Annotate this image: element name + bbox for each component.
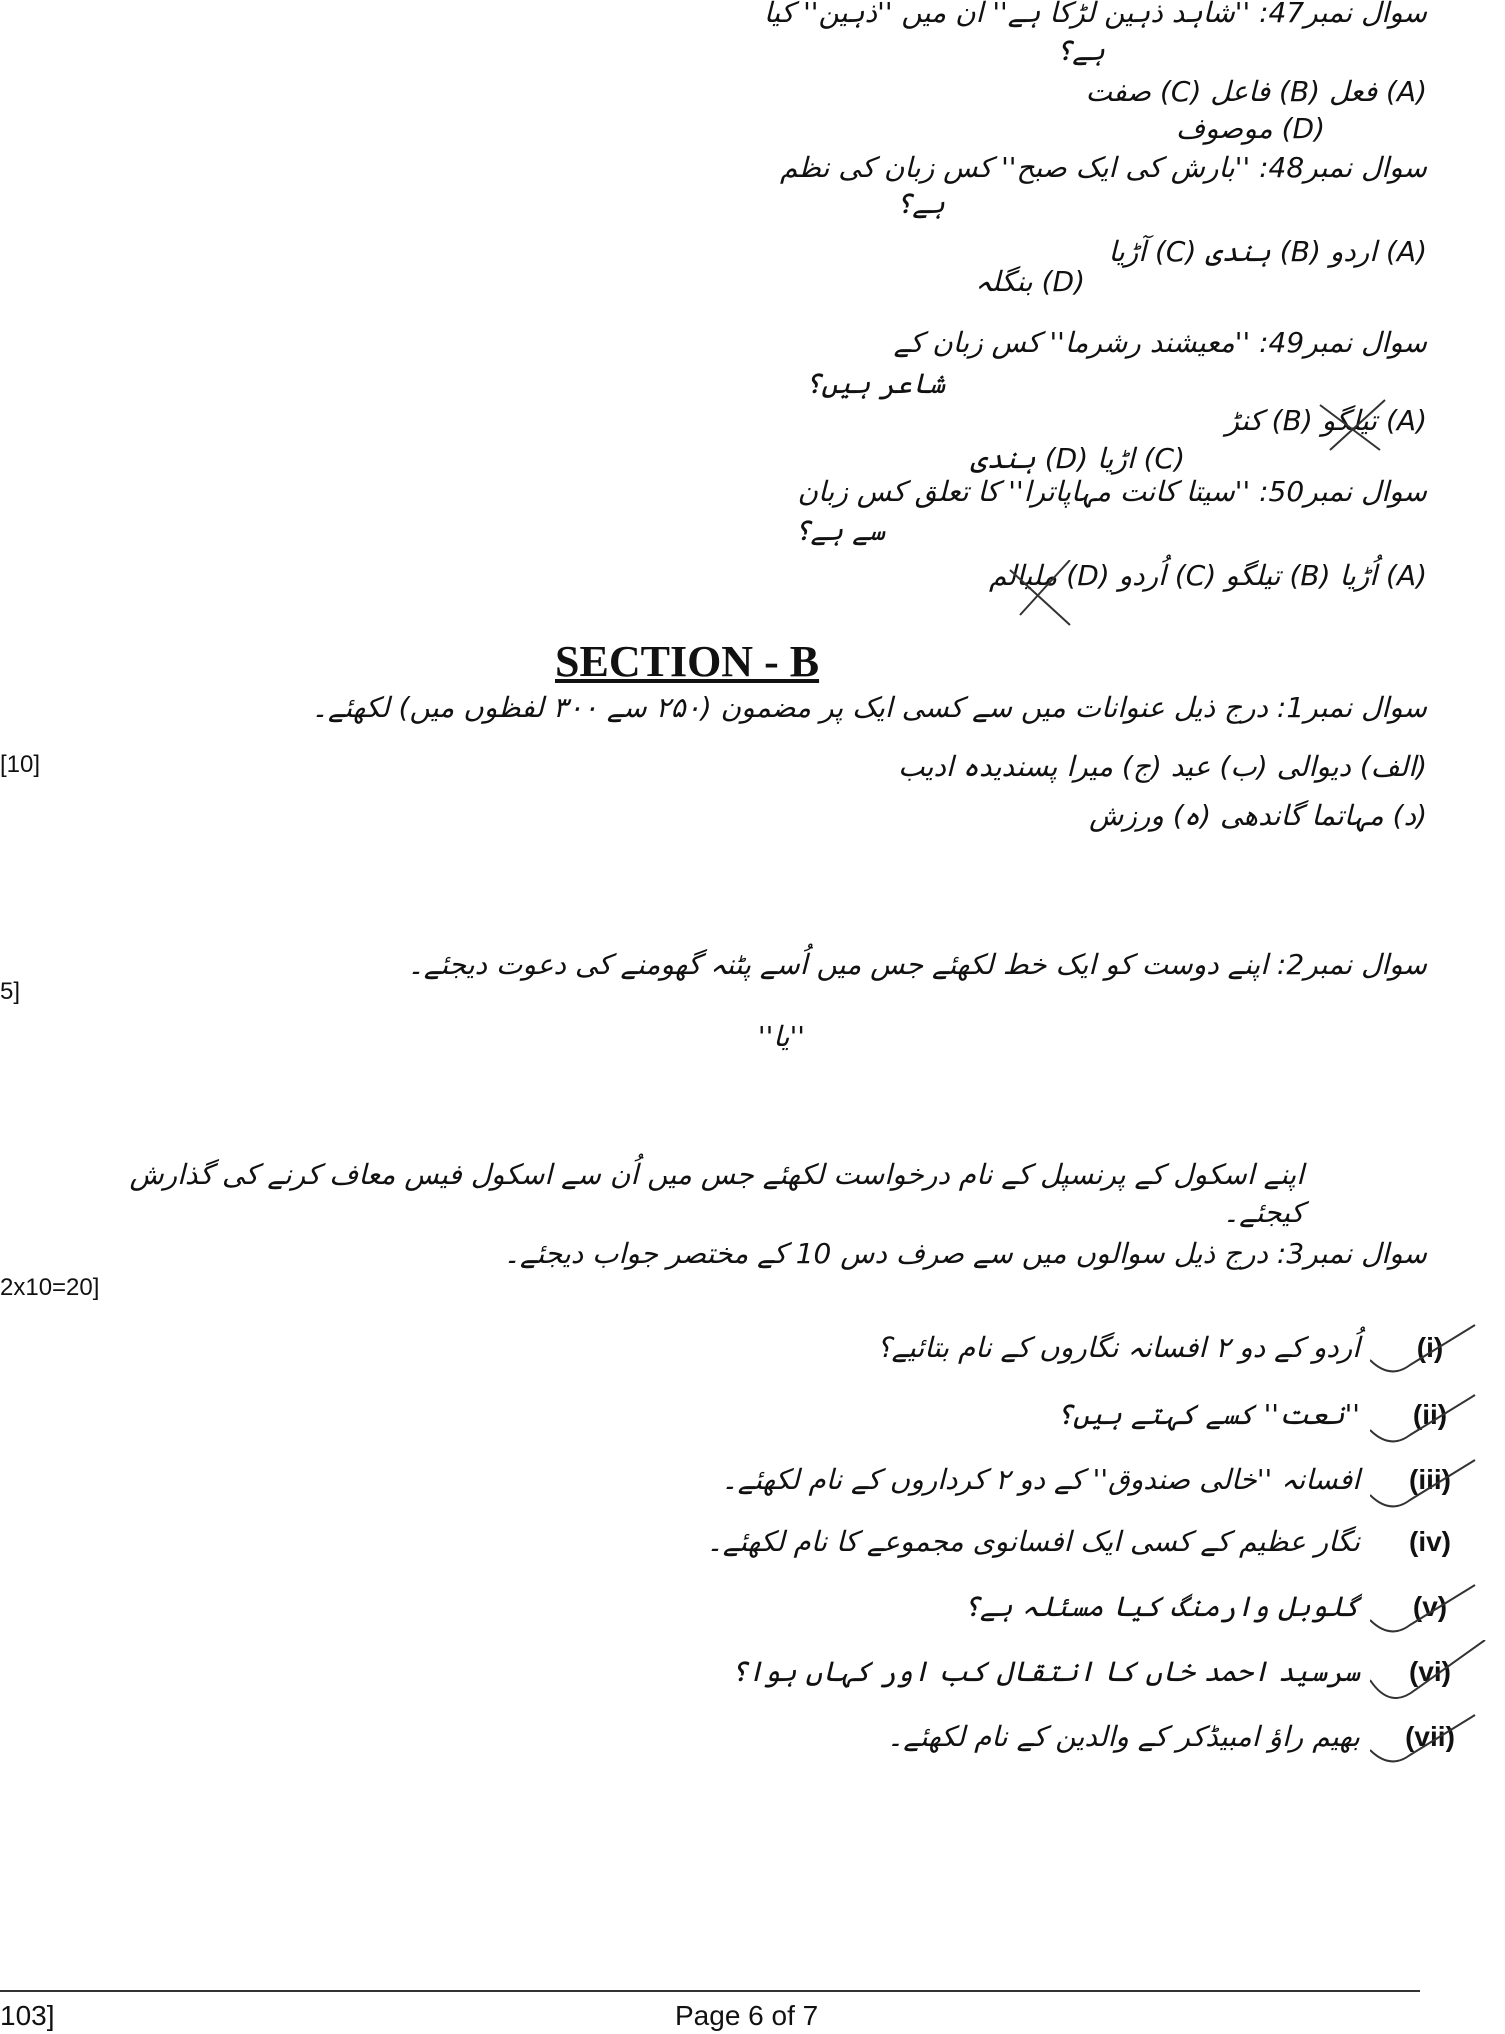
item-number: (vii)	[1405, 1721, 1455, 1752]
item-number: (ii)	[1412, 1399, 1448, 1430]
cross-mark-icon	[1000, 560, 1080, 630]
item-number: (v)	[1412, 1591, 1448, 1622]
q2-text: سوال نمبر2: اپنے دوست کو ایک خط لکھئے جس میں اُسے پٹنہ گھومنے کی دعوت دیجئے۔	[407, 948, 1427, 981]
q3-text: سوال نمبر3: درج ذیل سوالوں میں سے صرف دس 10 کے مختصر جواب دیجئے۔	[503, 1237, 1427, 1270]
item-text: گلوبل وارمنگ کیا مسئلہ ہے؟	[963, 1590, 1360, 1623]
q2-alternative-text: اپنے اسکول کے پرنسپل کے نام درخواست لکھئے جس میں اُن سے اسکول فیس معاف کرنے کی گذارش کیجئے۔	[129, 1158, 1304, 1229]
check-mark-icon	[1370, 1710, 1480, 1770]
q3-item	[90, 1461, 1460, 1499]
q2-marks: 5]	[0, 978, 21, 1005]
item-number: (iv)	[1408, 1526, 1451, 1557]
check-mark-icon	[1370, 1455, 1480, 1515]
page-number: Page 6 of 7	[675, 2000, 819, 2031]
q2-or: ''یا''	[757, 1020, 805, 1053]
item-number: (vi)	[1408, 1656, 1451, 1687]
item-number: (i)	[1416, 1332, 1444, 1363]
q49-options-line2: (C) اڑیا (D) ہندی	[970, 442, 1185, 475]
q47-options-line1: (A) فعل (B) فاعل (C) صفت	[1085, 75, 1427, 108]
check-mark-icon	[1370, 1640, 1490, 1710]
item-text: اُردو کے دو ۲ افسانہ نگاروں کے نام بتائیے؟	[876, 1331, 1360, 1364]
footer-divider	[0, 1990, 1420, 1992]
item-number: (iii)	[1409, 1464, 1451, 1495]
q50-text-line2: سے ہے؟	[794, 514, 885, 547]
item-text: سرسید احمد خاں کا انتقال کب اور کہاں ہوا؟	[730, 1655, 1360, 1688]
q50-options: (A) اُڑیا (B) تیلگو (C) اُردو (D) ملیالم	[988, 559, 1427, 592]
q3-item	[90, 1396, 1460, 1434]
q47-options-line2: (D) موصوف	[1175, 112, 1325, 145]
item-text: بھیم راؤ امبیڈکر کے والدین کے نام لکھئے۔	[887, 1720, 1360, 1753]
q3-item	[90, 1523, 1460, 1561]
q3-item	[90, 1588, 1460, 1626]
item-text: ''نعت'' کسے کہتے ہیں؟	[1056, 1398, 1360, 1431]
q47-text-line2: ہے؟	[1055, 34, 1105, 67]
q3-item	[90, 1718, 1460, 1756]
check-mark-icon	[1370, 1320, 1480, 1380]
check-mark-icon	[1370, 1390, 1480, 1450]
q1-marks: [10]	[0, 751, 41, 778]
q1-options-line2: (د) مہاتما گاندھی (ہ) ورزش	[1089, 799, 1427, 832]
q3-marks: 2x10=20]	[0, 1274, 100, 1301]
section-b-heading: SECTION - B	[555, 637, 820, 686]
q48-text-line1: سوال نمبر48: ''بارش کی ایک صبح'' کس زبان کی نظم	[779, 151, 1427, 184]
q48-text-line2: ہے؟	[895, 187, 945, 220]
q3-item	[90, 1329, 1460, 1367]
cross-mark-icon	[1310, 395, 1390, 455]
item-text: افسانہ ''خالی صندوق'' کے دو ۲ کرداروں کے نام لکھئے۔	[721, 1463, 1360, 1496]
q1-options-line1: (الف) دیوالی (ب) عید (ج) میرا پسندیدہ ادیب	[898, 750, 1427, 783]
q49-options-line1: (A) تیلگو (B) کنڑ	[1225, 404, 1427, 437]
paper-code: 103]	[0, 2000, 55, 2031]
q3-item	[90, 1653, 1460, 1691]
q50-text-line1: سوال نمبر50: ''سیتا کانت مہاپاترا'' کا تعلق کس زبان	[797, 475, 1427, 508]
check-mark-icon	[1370, 1580, 1480, 1640]
q1-text: سوال نمبر1: درج ذیل عنوانات میں سے کسی ایک پر مضمون (۲۵۰ سے ۳۰۰ لفظوں میں) لکھئے۔	[311, 691, 1427, 724]
item-text: نگار عظیم کے کسی ایک افسانوی مجموعے کا نام لکھئے۔	[706, 1525, 1360, 1558]
q49-text-line1: سوال نمبر49: ''معیشند رشرما'' کس زبان کے	[893, 326, 1427, 359]
q48-options-line1: (A) اردو (B) ہندی (C) آڑیا	[1108, 235, 1427, 268]
q49-text-line2: شاعر ہیں؟	[804, 367, 945, 400]
q48-options-line2: (D) بنگلہ	[975, 265, 1085, 298]
q47-text-line1: سوال نمبر47: ''شاہد ذہین لڑکا ہے'' ان میں ''ذہین'' کیا	[763, 0, 1427, 29]
